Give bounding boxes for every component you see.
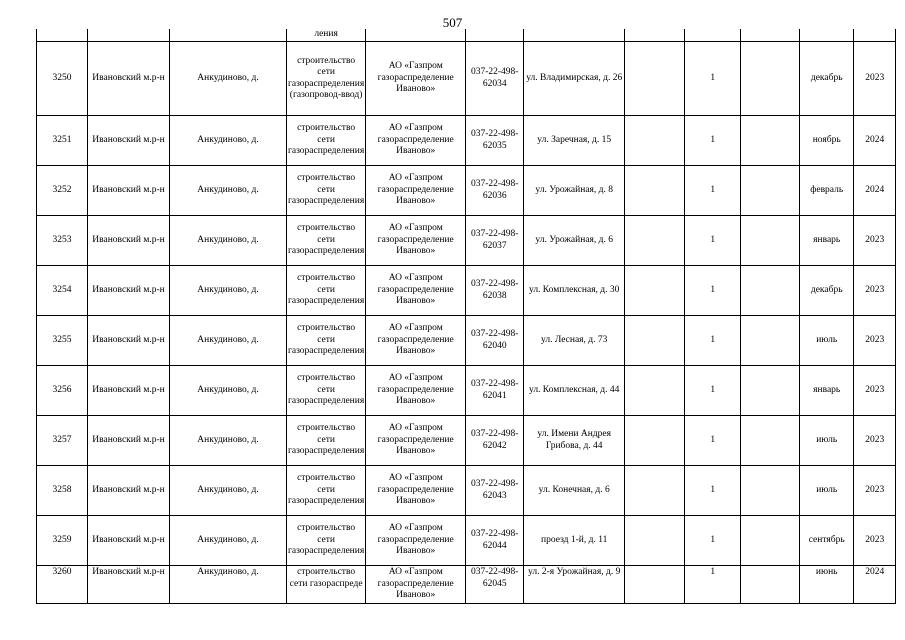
empty-cell: [625, 266, 685, 316]
month-cell: январь: [800, 366, 854, 416]
month-cell: декабрь: [800, 266, 854, 316]
registration-number-cell: 037-22-498-62037: [466, 216, 524, 266]
address-cell: ул. Комплексная, д. 44: [524, 366, 625, 416]
settlement-cell: Анкудиново, д.: [170, 166, 287, 216]
work-type-cell: строительство сети газораспределения: [287, 116, 366, 166]
registration-number-cell: 037-22-498-62036: [466, 166, 524, 216]
registration-number-cell: 037-22-498-62038: [466, 266, 524, 316]
operator-cell: АО «Газпром газораспределение Иваново»: [366, 366, 466, 416]
work-type-cell: строительство сети газораспределения: [287, 166, 366, 216]
quantity-cell: 1: [685, 466, 741, 516]
district-cell: Ивановский м.р-н: [88, 266, 170, 316]
table-row: [37, 42, 896, 116]
table-row: [37, 316, 896, 366]
quantity-cell: 1: [685, 416, 741, 466]
empty-cell: [625, 116, 685, 166]
row-number: 3260: [37, 566, 88, 604]
operator-cell: АО «Газпром газораспределение Иваново»: [366, 42, 466, 116]
settlement-cell: Анкудиново, д.: [170, 416, 287, 466]
row-number: 3251: [37, 116, 88, 166]
work-type-cell: строительство сети газораспределения: [287, 366, 366, 416]
operator-cell: АО «Газпром газораспределение Иваново»: [366, 116, 466, 166]
empty-cell: [741, 266, 800, 316]
year-cell: 2023: [854, 42, 896, 116]
district-cell: Ивановский м.р-н: [88, 166, 170, 216]
table-row: [37, 216, 896, 266]
row-number: 3250: [37, 42, 88, 116]
district-cell: Ивановский м.р-н: [88, 566, 170, 604]
registration-number-cell: 037-22-498-62043: [466, 466, 524, 516]
registration-number-cell: 037-22-498-62042: [466, 416, 524, 466]
address-cell: ул. Лесная, д. 73: [524, 316, 625, 366]
continued-row: [37, 29, 896, 42]
gas-network-table: [36, 29, 896, 604]
row-number: 3258: [37, 466, 88, 516]
work-type-cell: строительство сети газораспределения: [287, 316, 366, 366]
settlement-cell: Анкудиново, д.: [170, 42, 287, 116]
month-cell: январь: [800, 216, 854, 266]
operator-cell: АО «Газпром газораспределение Иваново»: [366, 516, 466, 566]
table-row: [37, 116, 896, 166]
address-cell: ул. Урожайная, д. 8: [524, 166, 625, 216]
settlement-cell: Анкудиново, д.: [170, 466, 287, 516]
registration-number-cell: 037-22-498-62041: [466, 366, 524, 416]
operator-cell: АО «Газпром газораспределение Иваново»: [366, 166, 466, 216]
district-cell: Ивановский м.р-н: [88, 316, 170, 366]
year-cell: 2023: [854, 366, 896, 416]
district-cell: Ивановский м.р-н: [88, 216, 170, 266]
quantity-cell: 1: [685, 42, 741, 116]
table-row: [37, 566, 896, 604]
table-row: [37, 166, 896, 216]
table-row: [37, 516, 896, 566]
year-cell: 2024: [854, 566, 896, 604]
empty-cell: [741, 516, 800, 566]
address-cell: ул. Конечная, д. 6: [524, 466, 625, 516]
work-type-cell: строительство сети газораспределения: [287, 266, 366, 316]
address-cell: ул. 2-я Урожайная, д. 9: [524, 566, 625, 604]
settlement-cell: Анкудиново, д.: [170, 216, 287, 266]
continued-text: ления: [287, 29, 366, 42]
empty-cell: [625, 566, 685, 604]
empty-cell: [625, 366, 685, 416]
work-type-cell: строительство сети газораспределения: [287, 516, 366, 566]
address-cell: ул. Заречная, д. 15: [524, 116, 625, 166]
registration-number-cell: 037-22-498-62045: [466, 566, 524, 604]
operator-cell: АО «Газпром газораспределение Иваново»: [366, 316, 466, 366]
table-row: [37, 416, 896, 466]
table-row: [37, 466, 896, 516]
month-cell: ноябрь: [800, 116, 854, 166]
empty-cell: [625, 42, 685, 116]
address-cell: ул. Владимирская, д. 26: [524, 42, 625, 116]
settlement-cell: Анкудиново, д.: [170, 566, 287, 604]
address-cell: ул. Комплексная, д. 30: [524, 266, 625, 316]
row-number: 3253: [37, 216, 88, 266]
district-cell: Ивановский м.р-н: [88, 116, 170, 166]
operator-cell: АО «Газпром газораспределение Иваново»: [366, 566, 466, 604]
work-type-cell: строительство сети газораспределения: [287, 466, 366, 516]
row-number: 3252: [37, 166, 88, 216]
month-cell: июль: [800, 466, 854, 516]
quantity-cell: 1: [685, 566, 741, 604]
settlement-cell: Анкудиново, д.: [170, 116, 287, 166]
year-cell: 2023: [854, 266, 896, 316]
month-cell: июнь: [800, 566, 854, 604]
year-cell: 2023: [854, 216, 896, 266]
registration-number-cell: 037-22-498-62035: [466, 116, 524, 166]
work-type-cell: строительство сети газораспреде: [287, 566, 366, 604]
empty-cell: [741, 42, 800, 116]
row-number: 3256: [37, 366, 88, 416]
row-number: 3254: [37, 266, 88, 316]
work-type-cell: строительство сети газораспределения (газопровод-ввод): [287, 42, 366, 116]
quantity-cell: 1: [685, 266, 741, 316]
empty-cell: [741, 466, 800, 516]
settlement-cell: Анкудиново, д.: [170, 316, 287, 366]
page-number: 507: [442, 15, 463, 30]
month-cell: июль: [800, 416, 854, 466]
empty-cell: [741, 216, 800, 266]
address-cell: ул. Урожайная, д. 6: [524, 216, 625, 266]
year-cell: 2023: [854, 416, 896, 466]
empty-cell: [625, 466, 685, 516]
quantity-cell: 1: [685, 216, 741, 266]
registration-number-cell: 037-22-498-62044: [466, 516, 524, 566]
year-cell: 2023: [854, 516, 896, 566]
empty-cell: [625, 166, 685, 216]
work-type-cell: строительство сети газораспределения: [287, 416, 366, 466]
year-cell: 2023: [854, 316, 896, 366]
quantity-cell: 1: [685, 516, 741, 566]
registration-number-cell: 037-22-498-62034: [466, 42, 524, 116]
empty-cell: [741, 366, 800, 416]
empty-cell: [741, 166, 800, 216]
empty-cell: [625, 216, 685, 266]
table-row: [37, 266, 896, 316]
empty-cell: [741, 116, 800, 166]
table-body: [37, 29, 896, 604]
empty-cell: [741, 566, 800, 604]
row-number: 3259: [37, 516, 88, 566]
work-type-cell: строительство сети газораспределения: [287, 216, 366, 266]
empty-cell: [741, 316, 800, 366]
registration-number-cell: 037-22-498-62040: [466, 316, 524, 366]
settlement-cell: Анкудиново, д.: [170, 516, 287, 566]
operator-cell: АО «Газпром газораспределение Иваново»: [366, 466, 466, 516]
quantity-cell: 1: [685, 116, 741, 166]
district-cell: Ивановский м.р-н: [88, 42, 170, 116]
quantity-cell: 1: [685, 366, 741, 416]
row-number: 3257: [37, 416, 88, 466]
operator-cell: АО «Газпром газораспределение Иваново»: [366, 216, 466, 266]
quantity-cell: 1: [685, 316, 741, 366]
address-cell: ул. Имени Андрея Грибова, д. 44: [524, 416, 625, 466]
empty-cell: [625, 516, 685, 566]
year-cell: 2023: [854, 466, 896, 516]
month-cell: июль: [800, 316, 854, 366]
month-cell: февраль: [800, 166, 854, 216]
district-cell: Ивановский м.р-н: [88, 466, 170, 516]
year-cell: 2024: [854, 166, 896, 216]
address-cell: проезд 1-й, д. 11: [524, 516, 625, 566]
row-number: 3255: [37, 316, 88, 366]
year-cell: 2024: [854, 116, 896, 166]
district-cell: Ивановский м.р-н: [88, 366, 170, 416]
month-cell: сентябрь: [800, 516, 854, 566]
month-cell: декабрь: [800, 42, 854, 116]
district-cell: Ивановский м.р-н: [88, 416, 170, 466]
settlement-cell: Анкудиново, д.: [170, 366, 287, 416]
table-row: [37, 366, 896, 416]
operator-cell: АО «Газпром газораспределение Иваново»: [366, 416, 466, 466]
empty-cell: [741, 416, 800, 466]
operator-cell: АО «Газпром газораспределение Иваново»: [366, 266, 466, 316]
district-cell: Ивановский м.р-н: [88, 516, 170, 566]
empty-cell: [625, 416, 685, 466]
quantity-cell: 1: [685, 166, 741, 216]
settlement-cell: Анкудиново, д.: [170, 266, 287, 316]
empty-cell: [625, 316, 685, 366]
